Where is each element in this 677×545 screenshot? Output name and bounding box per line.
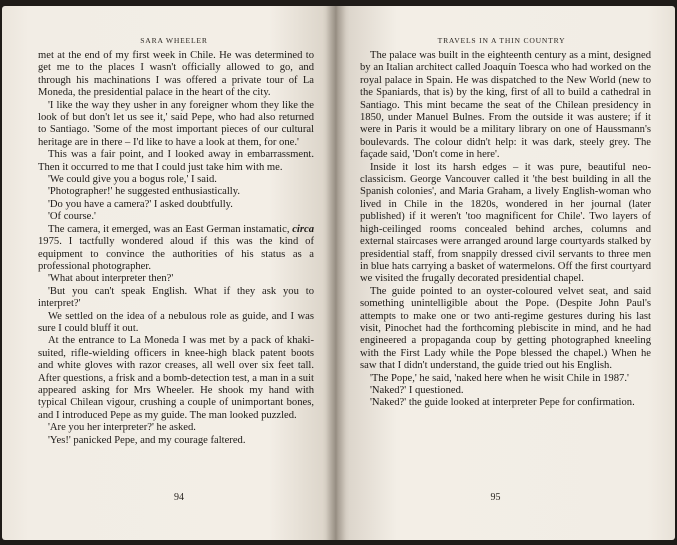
left-paragraph-5: 'Photographer!' he suggested enthusiastically. <box>48 186 241 198</box>
left-paragraph-6: 'Do you have a camera?' I asked doubtfully. <box>48 198 233 210</box>
right-page-number: 95 <box>490 492 501 503</box>
left-paragraph-8-pre: The camera, it emerged, was an East German instamatic, <box>48 223 293 235</box>
left-paragraph-12: At the entrance to La Moneda I was met by a pack of khaki-suited, rifle-wielding officers in knee-high black patent boots and white gloves with razor creases, all well over six feet tall. After questions, a frisk and a bomb-detection test, a man in a suit appeared asking for Mrs Wheeler. He shook my hand with typical Chilean vigour, crushing a couple of unimportant bones, and I introduced Pepe as my guide. The man looked puzzled. <box>38 335 314 421</box>
left-paragraph-13: 'Are you her interpreter?' he asked. <box>48 422 196 434</box>
left-running-head: SARA WHEELER <box>140 36 208 45</box>
left-paragraph-8-circa: circa <box>292 223 314 235</box>
right-paragraph-2: Inside it lost its harsh edges – it was pure, beautiful neo-classicism. George Vancouver called it 'the best building in all the Spanish colonies', and Maria Graham, a lively English-woman who lived in Chile in the 1820s, wondered in her journal (later published) if it weren't 'too magnificent for Chile'. Two layers of high-ceilinged rooms concealed behind arches, columns and external staircases were arranged around large courtyards stalked by presidential staff, from snappily dressed civil servants to three men in blue hats carrying a basket of watermelons. Off the first courtyard we visited the frugally decorated presidential chapel. <box>360 161 651 285</box>
right-paragraph-4: 'The Pope,' he said, 'naked here when he wisit Chile in 1987.' <box>370 372 629 384</box>
left-paragraph-8 <box>38 224 314 274</box>
left-page-number: 94 <box>174 492 184 503</box>
right-paragraph-1: The palace was built in the eighteenth century as a mint, designed by an Italian architect called Joaquín Toesca who had worked on the royal palace in Spain. He was dispatched to the New World (new to the Spaniards, that is) by the king, first of all to build a cathedral in Santiago. This mint became the seat of the Chilean presidency in 1850, under Manuel Bulnes. From the outside it was austere; if it were in Paris it would be a military library on one of Haussmann's boulevards. The colour didn't help: it was dark, steely grey. The façade said, 'Don't come in here'. <box>360 50 651 161</box>
right-paragraph-3: The guide pointed to an oyster-coloured velvet seat, and said something unintelligible about the Pope. (Despite John Paul's attempts to make one or two anti-regime gestures during his last visit, Pinochet had the forthcoming plebiscite in mind, and he had engineered a propaganda coup by getting photographed kneeling with the First Lady while the Pope blessed the chapel.) When he saw that I didn't understand, the guide tried out his English. <box>360 285 651 372</box>
right-paragraph-6: 'Naked?' the guide looked at interpreter Pepe for confirmation. <box>370 397 635 409</box>
left-page <box>2 6 336 540</box>
left-paragraph-1: met at the end of my first week in Chile. He was determined to get me to the places I wasn't officially allowed to go, and through his machinations I was offered a private tour of La Moneda, the presidential palace in the heart of the city. <box>38 50 314 99</box>
left-paragraph-2: 'I like the way they usher in any foreigner whom they like the look of but don't let us see it,' said Pepe, who had also returned to Santiago. 'Some of the most important pieces of our cultural heritage are in there – I'd like to have a look at them, for one.' <box>38 99 314 148</box>
right-page <box>336 6 675 540</box>
left-paragraph-8-post: 1975. I tactfully wondered aloud if this was the kind of equipment to convince the authorities of his status as a professional photographer. <box>38 236 314 272</box>
left-paragraph-10: 'But you can't speak English. What if they ask you to interpret?' <box>38 285 314 310</box>
left-paragraph-9: 'What about interpreter then?' <box>48 273 174 285</box>
left-paragraph-3: This was a fair point, and I looked away in embarrassment. Then it occurred to me that I could just take him with me. <box>38 149 314 173</box>
left-paragraph-7: 'Of course.' <box>48 211 96 223</box>
left-paragraph-4: 'We could give you a bogus role,' I said. <box>48 174 217 186</box>
left-paragraph-14: 'Yes!' panicked Pepe, and my courage faltered. <box>48 434 246 446</box>
left-paragraph-11: We settled on the idea of a nebulous role as guide, and I was sure I could bluff it out. <box>38 310 314 334</box>
right-paragraph-5: 'Naked?' I questioned. <box>370 384 464 396</box>
left-page-text <box>38 50 314 447</box>
right-running-head: TRAVELS IN A THIN COUNTRY <box>437 36 566 45</box>
right-page-text <box>360 50 651 410</box>
